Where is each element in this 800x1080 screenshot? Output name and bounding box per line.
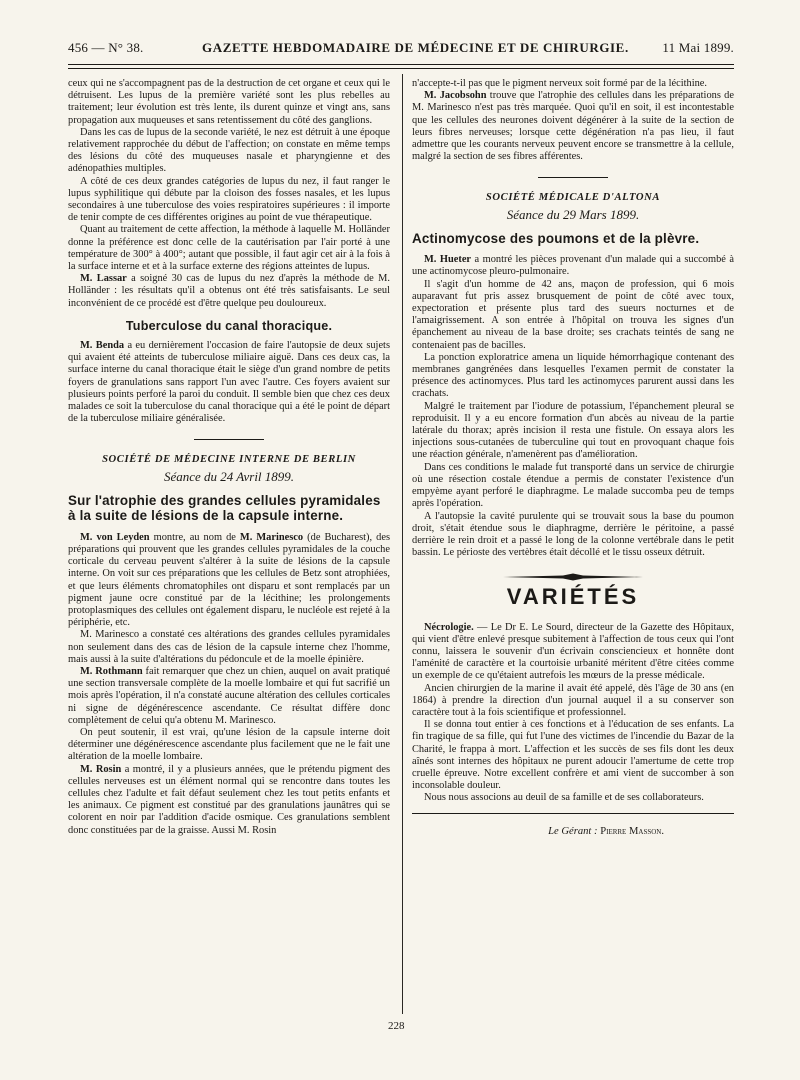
column-divider (402, 74, 403, 1014)
varietes-heading: VARIÉTÉS (506, 584, 640, 610)
paragraph: On peut soutenir, il est vrai, qu'une lésion de la capsule interne doit déterminer une dégénérescence ascendante plus facilement que ne le fait une altération de la moelle lombaire. (68, 726, 390, 763)
paragraph (68, 532, 390, 630)
page-issue-number: 456 — N° 38. (68, 40, 144, 55)
paragraph: M. Marinesco a constaté ces altérations des grandes cellules pyramidales non seulement dans des cas de lésion de la capsule interne chez l'homme, mais aussi à la suite d'altérations du pédoncule et de la moelle épinière. (68, 629, 390, 665)
speaker-name: M. von Leyden (80, 531, 150, 543)
paragraph: Dans ces conditions le malade fut transporté dans un service de chirurgie où une résection costale étendue a permis de constater l'existence d'un empyème ayant perforé le diaphragme. Le malade succomba peu de temps après l'opération. (412, 461, 734, 510)
session-date: Séance du 24 Avril 1899. (163, 468, 295, 484)
paragraph: ceux qui ne s'accompagnent pas de la destruction de cet organe et ceux qui le détruisent. Les lupus de la première variété sont les plus rebelles au traitement; leur évolution est très lente, ils durent quinze et vingt ans, sans propagation aux muqueuses et sans retentissement du côté des ganglions. (68, 78, 390, 126)
paragraph-text: trouve que l'atrophie des cellules dans les préparations de M. Marinesco n'est pas très marquée. Quoi qu'il en soit, il est incontestable que les cellules des neurones doivent dégénérer à la suite de la section de leurs fibres nerveuses; lorsque cette dégénération n'a pas lieu, il faut admettre que les courants nerveux peuvent encore se transmettre à la cellule, malgré la section de ses fibres afférentes. (412, 90, 734, 163)
speaker-name: M. Rothmann (80, 665, 143, 677)
paragraph: Il se donna tout entier à ces fonctions et à l'éducation de ses enfants. La fin tragique de sa fille, qui fut l'une des victimes de l'incendie du Bazar de la Charité, le frappa à mort. L'affection et les succès de ses fils dont les deux aînés sont internes des hôpitaux ne purent adoucir l'amertume de cette trop cruelle épreuve. Notre excellent confrère et ami vient de succomber à son inconsolable douleur. (412, 719, 734, 792)
paragraph-text: a montré les pièces provenant d'un malade qui a succombé à une actinomycose pleuro-pulmonaire. (412, 254, 734, 278)
gerant-label: Le Gérant : (548, 825, 601, 837)
speaker-name: M. Lassar (80, 273, 127, 285)
speaker-name: M. Benda (80, 340, 125, 352)
closing-rule (412, 813, 734, 814)
paragraph (412, 90, 734, 163)
issue-date: 11 Mai 1899. (662, 40, 734, 55)
speaker-name: M. Marinesco (239, 531, 304, 543)
right-column (412, 78, 734, 838)
paragraph: Quant au traitement de cette affection, la méthode à laquelle M. Holländer donne la préférence est donc celle de la cautérisation par l'air porté à une température de 300° à 400°; autant que possible, il faut agir cet air à la fois à la surface interne et et à la surface externe des régions atteintes de lupus. (68, 224, 390, 273)
speaker-name: M. Rosin (80, 763, 122, 775)
gerant-signature (412, 826, 734, 838)
left-column (68, 78, 390, 837)
paragraph-text: a soigné 30 cas de lupus du nez d'après la méthode de M. Holländer : les résultats qu'il a obtenus ont été très satisfaisants. Le seul inconvénient de ce procédé est d'être quelque peu douloureux. (68, 273, 390, 309)
paragraph (412, 254, 734, 278)
paragraph: Nous nous associons au deuil de sa famille et de ses collaborateurs. (424, 792, 704, 804)
section-title: Tuberculose du canal thoracique. (125, 318, 333, 333)
section-rule (538, 177, 608, 178)
speaker-name: M. Hueter (424, 254, 472, 266)
paragraph-text: — Le Dr E. Le Sourd, directeur de la Gazette des Hôpitaux, qui vient d'être enlevé presque subitement à l'affection de tous ceux qui l'ont connu, laissera le souvenir d'un écrivain consciencieux et honnête dont l'aménité de caractère et la courtoisie urbanité méritent d'être citées comme un exemple de ce qu'étaient autrefois les mœurs de la presse médicale. (412, 621, 734, 682)
running-header (68, 40, 734, 62)
rubric-label: Nécrologie. (424, 621, 474, 633)
ornament-rule (503, 573, 643, 581)
paragraph: La ponction exploratrice amena un liquide hémorrhagique contenant des membranes gangrénées dans lesquelles l'examen permit de constater la présence des actinomyces. Plus tard les actinomyces parurent aussi dans les crachats. (412, 351, 734, 400)
paragraph (68, 764, 390, 837)
paragraph: A l'autopsie la cavité purulente qui se trouvait sous la base du poumon droit, s'était étendue sous le diaphragme, derrière le péritoine, a passé derrière le rein droit et a passé le long de la colonne vertébrale dans le petit bassin. Le périoste des vertèbres était décollé et le tissu osseux détruit. (412, 510, 734, 559)
paragraph (68, 666, 390, 727)
section-title: Sur l'atrophie des grandes cellules pyramidales à la suite de lésions de la capsule interne. (68, 492, 381, 524)
paragraph-text: a eu dernièrement l'occasion de faire l'autopsie de deux sujets qui avaient été atteints de tuberculose miliaire aiguë. Dans ces deux cas, la surface interne du canal thoracique était le siège d'un grand nombre de petits foyers de granulations sans rapport l'un avec l'autre. Ces foyers avaient sur plusieurs points perforé la paroi du conduit. Il semble bien que chez ces deux malades ce soit la tuberculose du canal thoracique qui a été le point de départ de la tuberculose miliaire généralisée. (68, 340, 390, 425)
header-rule (68, 64, 734, 69)
paragraph-text: a montré, il y a plusieurs années, que le prétendu pigment des cellules nerveuses est un élément normal qui se rencontre dans toutes les cellules chez l'adulte et fait défaut seulement chez les tout petits enfants et les animaux. Ce pigment est constitué par des granulations jaunâtres qui se colorent en noir par l'addition d'acide osmique. Ces granulations semblent donc constituées par de la graisse. Aussi M. Rosin (68, 763, 390, 836)
page-number: 228 (388, 1020, 405, 1032)
paragraph (412, 622, 734, 683)
paragraph (68, 340, 390, 425)
paragraph-text: fait remarquer que chez un chien, auquel on avait pratiqué une section transversale complète de la moelle lombaire et qui fut sacrifié un mois après l'opération, il n'a constaté aucune altération des cellules corticales ni signe de dégénérescence ascendante. Ce résultat diffère donc complètement de celui qu'a obtenu M. Marinesco. (68, 665, 390, 726)
paragraph: n'accepte-t-il pas que le pigment nerveux soit formé par de la lécithine. (412, 78, 708, 89)
paragraph (68, 273, 390, 310)
paragraph: Il s'agit d'un homme de 42 ans, maçon de profession, qui 6 mois auparavant fut pris assez brusquement de point de côté avec toux, expectoration et présente plus tard des sueurs nocturnes et de l'amaigrissement. A son entrée à l'hôpital on trouva les signes d'un épanchement au niveau de la base droite; ses crachats teintés de sang ne contenaient pas de bacilles. (412, 278, 734, 351)
journal-title: GAZETTE HEBDOMADAIRE DE MÉDECINE ET DE CHIRURGIE. (202, 40, 629, 55)
paragraph: Dans les cas de lupus de la seconde variété, le nez est détruit à une époque relativement rapprochée du début de l'affection; on constate en même temps des lésions du côté des muqueuses nasale et pharyngienne et des adénopathies multiples. (68, 126, 390, 175)
society-heading: SOCIÉTÉ MÉDICALE D'ALTONA (485, 192, 661, 204)
paragraph-text: (de Bucharest), des préparations qui prouvent que les grandes cellules pyramidales de la couche corticale du cerveau peuvent s'altérer à la suite de lésions de la capsule interne. On voit sur ces préparations que les cellules de Betz sont atrophiées, et que leurs éléments chromatophiles ont disparu et sont remplacés par un pigment jaune ocre constitué par de la lécithine; les prolongements protoplasmiques des cellules ont également disparu, le nucléole est rejeté à la périphérie, etc. (68, 531, 390, 629)
section-rule (194, 439, 264, 440)
speaker-name: M. Jacobsohn (424, 90, 487, 102)
section-title: Actinomycose des poumons et de la plèvre. (412, 230, 700, 246)
paragraph: Malgré le traitement par l'iodure de potassium, l'épanchement pleural se reproduisit. Il y a eu encore formation d'un abcès au niveau de la partie latérale du thorax; après incision il resta une fistule. On essaya alors les injections sous-cutanées de tuberculine qui tout en provoquant chaque fois une réaction générale, n'amenèrent pas d'amélioration. (412, 400, 734, 461)
session-date: Séance du 29 Mars 1899. (506, 206, 640, 222)
gerant-name: Pierre Masson. (600, 825, 664, 837)
paragraph-text: montre, au nom de (149, 531, 240, 543)
society-heading: SOCIÉTÉ DE MÉDECINE INTERNE DE BERLIN (102, 454, 356, 466)
paragraph: A côté de ces deux grandes catégories de lupus du nez, il faut ranger le lupus syphilitique qui débute par la cloison des fosses nasales, et les lupus secondaires à une tuberculose des voies respiratoires supérieures : il importe de tenir compte de ces différentes origines au point de vue thérapeutique. (68, 175, 390, 224)
paragraph: Ancien chirurgien de la marine il avait été appelé, dès l'âge de 30 ans (en 1864) à prendre la direction d'un journal auquel il a su conserver son caractère tout à la fois scientifique et professionnel. (412, 682, 734, 718)
